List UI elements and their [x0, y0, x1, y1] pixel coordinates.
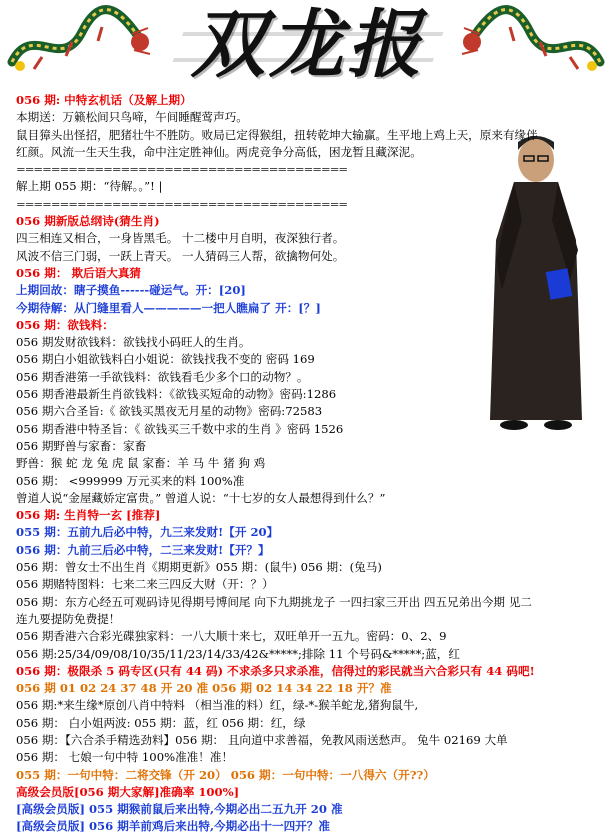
- text-segment: 本期送：万籁松间只鸟啼，午间睡醒莺声巧。: [16, 110, 248, 125]
- text-segment: 解上期 055 期：“待解。。”! |: [16, 179, 163, 194]
- text-line: [16, 732, 576, 749]
- text-line: [16, 576, 576, 593]
- text-line: [16, 455, 576, 472]
- text-line: [16, 421, 576, 438]
- text-segment: 056 期发财欲钱料：欲钱找小码旺人的生肖。: [16, 335, 251, 350]
- text-segment: 曾道人说“金屋藏娇定富贵。” 曾道人说：“十七岁的女人最想得到什么？”: [16, 490, 386, 505]
- text-line: [16, 386, 576, 403]
- text-segment: 野兽：猴 蛇 龙 兔 虎 鼠 家畜：羊 马 牛 猪 狗 鸡: [16, 456, 266, 471]
- text-segment: 056 期:25/34/09/08/10/35/11/23/14/33/42&*****;排除 11 个号码&*****;蓝，红: [16, 646, 460, 661]
- text-segment: ======================================: [16, 196, 348, 211]
- text-line: [16, 317, 576, 334]
- text-segment: 056 期：东方心经五可观码诗见得期号博间尾 向下九期挑龙子 一四扫家三开出 四五兄弟出今期 见二: [16, 594, 532, 609]
- text-line: [16, 178, 576, 195]
- text-segment: 056 期香港最新生肖欲钱料：《欲钱买短命的动物》密码:1286: [16, 387, 337, 402]
- text-segment: 056 期野兽与家畜：家畜: [16, 438, 147, 453]
- text-segment: 056 期香港第一手欲钱料：欲钱看毛少多个口的动物？。: [16, 369, 309, 384]
- text-segment: 056 期赌特图料：七来二来三四反大财（开：？）: [16, 577, 274, 592]
- text-line: [16, 248, 576, 265]
- text-line: [16, 473, 576, 490]
- text-segment: 056 期： 七娘一句中特 100%准准！准！: [16, 750, 234, 765]
- text-line: [16, 438, 576, 455]
- text-segment: 鼠目獐头出怪招，肥猪壮牛不胜防。败局已定得猴组，扭转乾坤大输赢。生平地上鸡上天，原来有缘伴: [16, 127, 538, 142]
- text-segment: 056 期白小姐欲钱料白小姐说：欲钱找我不变的 密码 169: [16, 352, 315, 367]
- text-line: [16, 524, 576, 541]
- text-line: [16, 144, 576, 161]
- text-line: [16, 300, 576, 317]
- text-segment: 056 期：极限杀 5 码专区(只有 44 码) 不求杀多只求杀准，信得过的彩民就当六合彩只有 44 码吧!: [16, 663, 535, 678]
- header-banner: [0, 0, 616, 92]
- text-line: [16, 161, 576, 178]
- text-line: [16, 663, 576, 680]
- text-line: [16, 507, 576, 524]
- text-segment: 中特玄机话（及解上期）: [60, 93, 192, 107]
- text-line: [16, 559, 576, 576]
- text-segment: 高级会员版[056 期大家解]准确率 100%]: [16, 784, 240, 799]
- text-line: [16, 611, 576, 628]
- text-line: [16, 265, 576, 282]
- text-line: [16, 334, 576, 351]
- text-segment: [高级会员版] 055 期猴前鼠后来出特,今期必出二五九开 20 准: [16, 802, 343, 817]
- text-segment: 055 期：五前九后必中特，九三来发财!【开 20】: [16, 525, 279, 540]
- text-segment: 056 期：欲钱料：: [16, 317, 114, 332]
- text-line: [16, 127, 576, 144]
- text-line: [16, 680, 576, 697]
- text-segment: 056 期香港六合彩光碟独家料：一八大顺十来七，双旺单开一五九。密码：0、2、9: [16, 629, 447, 644]
- text-line: [16, 646, 576, 663]
- text-line: [16, 594, 576, 611]
- text-content: [16, 92, 576, 836]
- text-line: [16, 403, 576, 420]
- text-segment: 上期回故：瞎子摸鱼------碰运气。开：[20]: [16, 283, 246, 298]
- text-segment: 056 期 01 02 24 37 48 开 20 准 056 期 02 14 34 22 18 开？准: [16, 681, 392, 696]
- text-segment: 056 期六合圣旨:《 欲钱买黑夜无月星的动物》密码:72583: [16, 404, 323, 419]
- text-line: [16, 767, 576, 784]
- text-line: [16, 213, 576, 230]
- text-segment: 056 期新版总纲诗(猜生肖): [16, 214, 160, 229]
- text-segment: 056 期： 白小姐两波: 055 期：蓝，红 056 期：红，绿: [16, 715, 306, 730]
- text-segment: 056 期:*来生缘*原创八肖中特料 （相当准的料）红，绿-*-猴羊蛇龙,猪狗鼠牛,: [16, 698, 419, 713]
- text-line: [16, 92, 576, 109]
- text-segment: 四三相连又相合，一身皆黑毛。 十二楼中月自明，夜深独行者。: [16, 231, 345, 246]
- text-segment: 今期待解：从门缝里看人—————一把人瞧扁了 开：[？]: [16, 300, 321, 315]
- dragon-right-icon: [460, 2, 610, 82]
- text-line: [16, 784, 576, 801]
- text-line: [16, 369, 576, 386]
- text-segment: 056 期：【六合杀手精选劲料】056 期： 且向道中求善福，免教风雨送愁声。 兔牛 02169 大单: [16, 732, 508, 747]
- text-segment: 风波不信三门弱，一跃上青天。 一人猜码三人帮，欲擒物何处。: [16, 248, 345, 263]
- text-line: [16, 109, 576, 126]
- text-line: [16, 490, 576, 507]
- dragon-left-icon: [2, 2, 152, 82]
- text-line: [16, 230, 576, 247]
- text-segment: 连九要提防免费提！: [16, 611, 121, 626]
- text-segment: 056 期： 欺后语大真猜: [16, 265, 142, 280]
- text-line: [16, 801, 576, 818]
- text-line: [16, 628, 576, 645]
- text-line: [16, 697, 576, 714]
- text-line: [16, 282, 576, 299]
- page-title: 双龙报: [158, 2, 458, 88]
- text-segment: 056 期：九前三后必中特，二三来发财!【开？】: [16, 542, 270, 557]
- text-segment: 056 期： <999999 万元买来的料 100%准: [16, 473, 245, 488]
- text-segment: ======================================: [16, 162, 348, 177]
- text-segment: [高级会员版] 056 期羊前鸡后来出特,今期必出十一四开？准: [16, 819, 330, 834]
- text-line: [16, 351, 576, 368]
- text-segment: 055 期：一句中特：二将交锋（开 20） 056 期：一句中特：一八得六（开??）: [16, 767, 435, 782]
- text-line: [16, 715, 576, 732]
- text-segment: 056 期香港中特圣旨：《 欲钱买三千数中求的生肖 》密码 1526: [16, 421, 344, 436]
- text-line: [16, 818, 576, 835]
- text-line: [16, 542, 576, 559]
- text-line: [16, 196, 576, 213]
- text-segment: 056 期: 生肖特一玄 [推荐]: [16, 508, 161, 523]
- text-segment: 红颜。风流一生天生我，命中注定胜神仙。两虎竞争分高低，困龙暂且藏深泥。: [16, 144, 422, 159]
- text-line: [16, 749, 576, 766]
- text-segment: 056 期：曾女士不出生肖《期期更新》055 期：(鼠牛) 056 期：(兔马): [16, 560, 382, 575]
- text-segment: 056 期:: [16, 93, 61, 107]
